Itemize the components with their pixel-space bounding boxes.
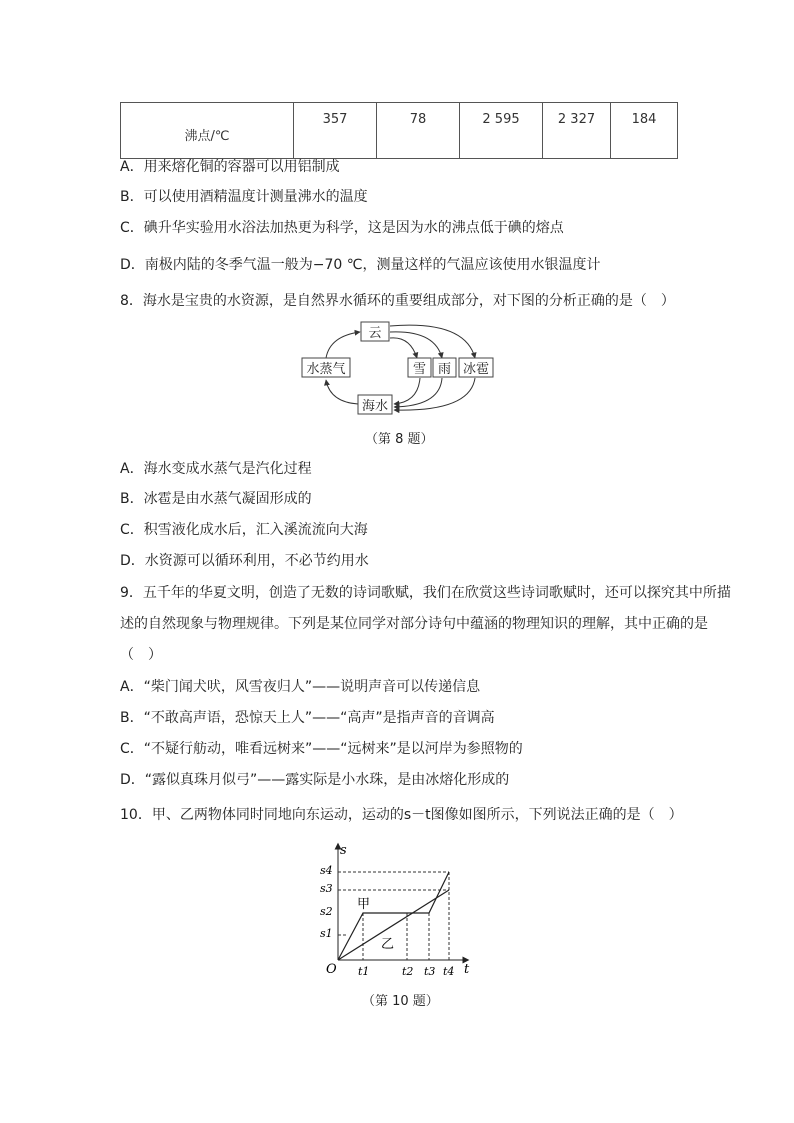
hail-to-sea-arrow [394, 378, 475, 410]
q8-option-b: B．冰雹是由水蒸气凝固形成的 [120, 491, 312, 507]
q7-option-d: D．南极内陆的冬季气温一般为−70 ℃，测量这样的气温应该使用水银温度计 [120, 257, 601, 273]
s-t-graph [310, 838, 480, 978]
origin-label: O [326, 962, 337, 977]
t3-tick: t3 [424, 965, 436, 978]
vapor-label: 水蒸气 [306, 362, 346, 377]
q9-stem-line1: 9．五千年的华夏文明，创造了无数的诗词歌赋，我们在欣赏这些诗词歌赋时，还可以探究其中所描 [120, 585, 731, 601]
t4-tick: t4 [443, 965, 455, 978]
t-axis-label: t [464, 962, 470, 977]
table-cell: 2 327 [543, 103, 611, 159]
cloud-label: 云 [368, 326, 382, 341]
q7-option-b: B．可以使用酒精温度计测量沸水的温度 [120, 189, 368, 205]
s1-tick: s1 [320, 927, 333, 940]
q9-option-a: A．“柴门闻犬吠，风雪夜归人”——说明声音可以传递信息 [120, 679, 481, 695]
sea-to-vapor-arrow [326, 380, 358, 404]
table-row [121, 103, 678, 159]
q8-option-a: A．海水变成水蒸气是汽化过程 [120, 461, 312, 477]
hail-label: 冰雹 [462, 362, 490, 377]
table-row-label: 沸点/℃ [121, 103, 294, 159]
q9-stem-line3: （ ） [120, 647, 162, 663]
q9-stem-line2: 述的自然现象与物理规律。下列是某位同学对部分诗句中蕴涵的物理知识的理解，其中正确的是 [120, 616, 708, 632]
table-cell: 357 [294, 103, 377, 159]
q8-option-d: D．水资源可以循环利用，不必节约用水 [120, 553, 369, 569]
s3-tick: s3 [320, 882, 333, 895]
vapor-to-cloud-arrow [326, 332, 360, 358]
s-axis-label: s [340, 843, 347, 858]
q10-caption: （第 10 题） [362, 994, 439, 1009]
t1-tick: t1 [358, 965, 370, 978]
table-cell: 2 595 [460, 103, 543, 159]
t2-tick: t2 [402, 965, 414, 978]
cloud-to-snow-arrow [390, 338, 417, 358]
yi-label: 乙 [381, 937, 395, 952]
q9-option-c: C．“不疑行舫动，唯看远树来”——“远树来”是以河岸为参照物的 [120, 741, 523, 757]
rain-label: 雨 [437, 362, 452, 377]
q8-caption: （第 8 题） [365, 432, 434, 447]
sea-label: 海水 [361, 399, 389, 414]
water-cycle-diagram [290, 318, 510, 422]
table-cell: 184 [611, 103, 678, 159]
q10-stem: 10．甲、乙两物体同时同地向东运动，运动的s－t图像如图所示，下列说法正确的是（ ） [120, 807, 683, 823]
q9-option-b: B．“不敢高声语，恐惊天上人”——“高声”是指声音的音调高 [120, 710, 495, 726]
boiling-point-table [120, 102, 678, 159]
table-cell: 78 [377, 103, 460, 159]
s4-tick: s4 [320, 864, 333, 877]
s2-tick: s2 [320, 905, 333, 918]
q7-option-a: A．用来熔化铜的容器可以用铝制成 [120, 159, 340, 175]
q8-option-c: C．积雪液化成水后，汇入溪流流向大海 [120, 522, 368, 538]
q9-option-d: D．“露似真珠月似弓”——露实际是小水珠，是由冰熔化形成的 [120, 772, 510, 788]
q7-option-c: C．碘升华实验用水浴法加热更为科学，这是因为水的沸点低于碘的熔点 [120, 220, 564, 236]
jia-label: 甲 [357, 897, 371, 912]
snow-to-sea-arrow [394, 378, 420, 404]
q8-stem: 8．海水是宝贵的水资源，是自然界水循环的重要组成部分，对下图的分析正确的是（ ） [120, 293, 675, 309]
snow-label: 雪 [412, 362, 427, 377]
